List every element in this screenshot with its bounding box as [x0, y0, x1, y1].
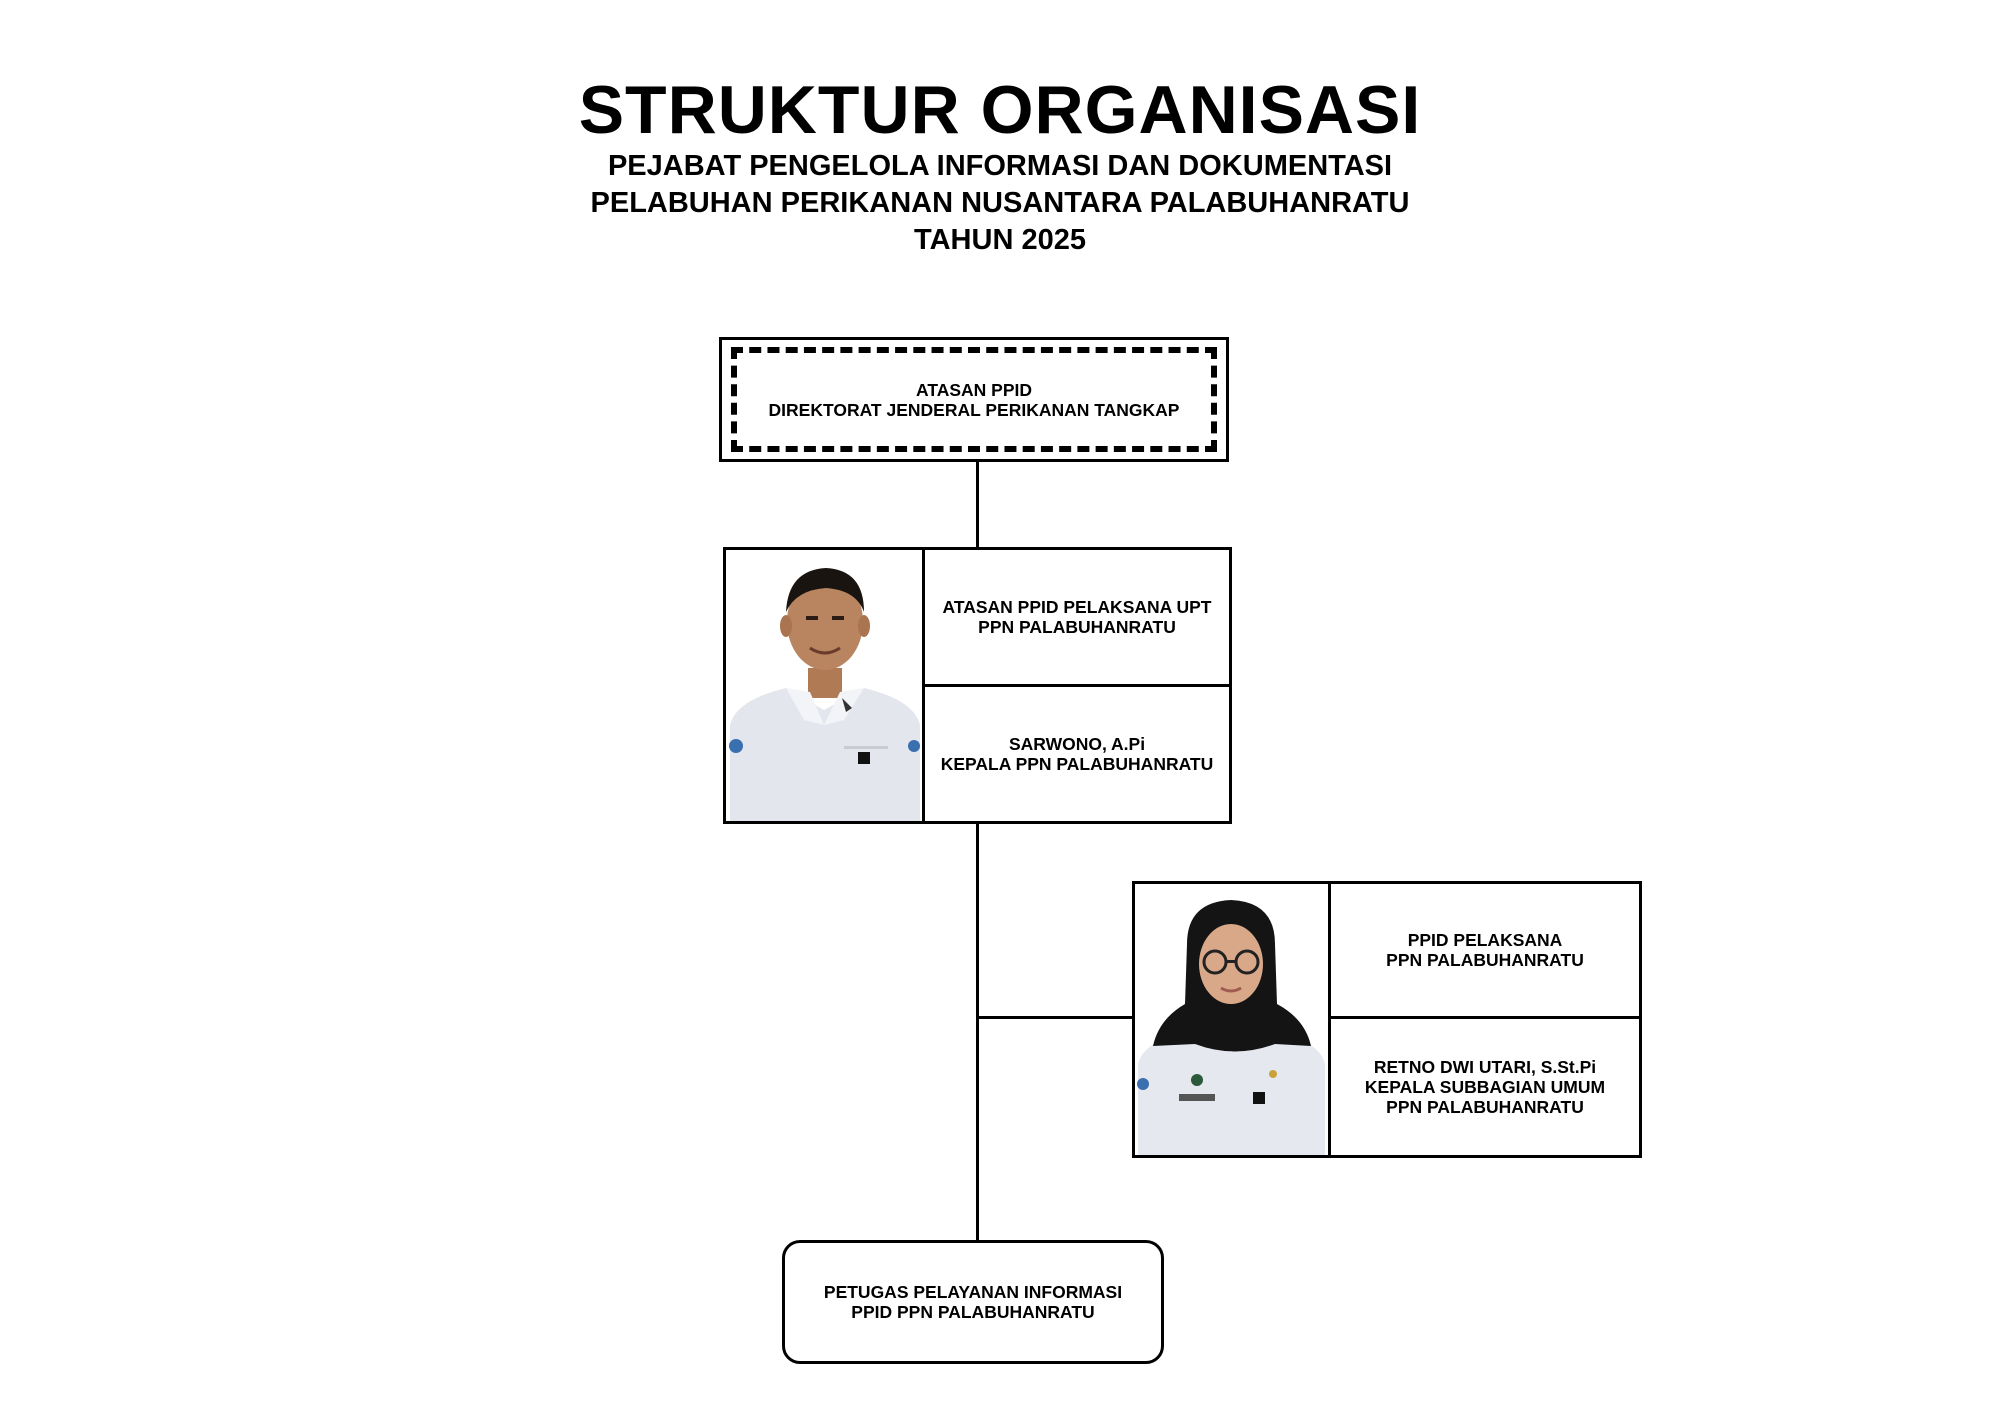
person-portrait-icon [726, 550, 922, 821]
ppid-pelaksana-name: RETNO DWI UTARI, S.St.Pi [1373, 1057, 1597, 1077]
page-title: STRUKTUR ORGANISASI [578, 72, 1422, 148]
petugas-unit: PPID PPN PALABUHANRATU [851, 1302, 1095, 1322]
ppid-pelaksana-role: PPID PELAKSANA [1407, 930, 1563, 950]
connector-branch-ppid [976, 1016, 1132, 1019]
atasan-pelaksana-unit: PPN PALABUHANRATU [978, 617, 1176, 637]
atasan-ppid-label: ATASAN PPID [915, 379, 1033, 400]
ppid-pelaksana-position-unit: PPN PALABUHANRATU [1386, 1097, 1584, 1117]
photo-retno [1135, 884, 1328, 1155]
atasan-pelaksana-role: ATASAN PPID PELAKSANA UPT [942, 597, 1212, 617]
petugas-label: PETUGAS PELAYANAN INFORMASI [823, 1282, 1123, 1302]
atasan-pelaksana-name: SARWONO, A.Pi [1008, 734, 1146, 754]
atasan-pelaksana-position: KEPALA PPN PALABUHANRATU [940, 754, 1214, 774]
connector-main-vertical [976, 824, 979, 1240]
node-petugas [782, 1240, 1164, 1364]
node-ppid-pelaksana [1132, 881, 1642, 1158]
node-atasan-pelaksana [723, 547, 1232, 824]
person-portrait-icon [1135, 884, 1328, 1155]
subtitle-line-3: TAHUN 2025 [914, 224, 1086, 256]
ppid-pelaksana-position: KEPALA SUBBAGIAN UMUM [1364, 1077, 1606, 1097]
connector-top [976, 462, 979, 547]
node-atasan-ppid [719, 337, 1229, 462]
subtitle-line-2: PELABUHAN PERIKANAN NUSANTARA PALABUHANRATU [590, 187, 1410, 219]
photo-sarwono [726, 550, 922, 821]
ppid-pelaksana-unit: PPN PALABUHANRATU [1386, 950, 1584, 970]
atasan-ppid-unit: DIREKTORAT JENDERAL PERIKANAN TANGKAP [768, 399, 1180, 420]
subtitle-line-1: PEJABAT PENGELOLA INFORMASI DAN DOKUMENTASI [607, 150, 1393, 182]
